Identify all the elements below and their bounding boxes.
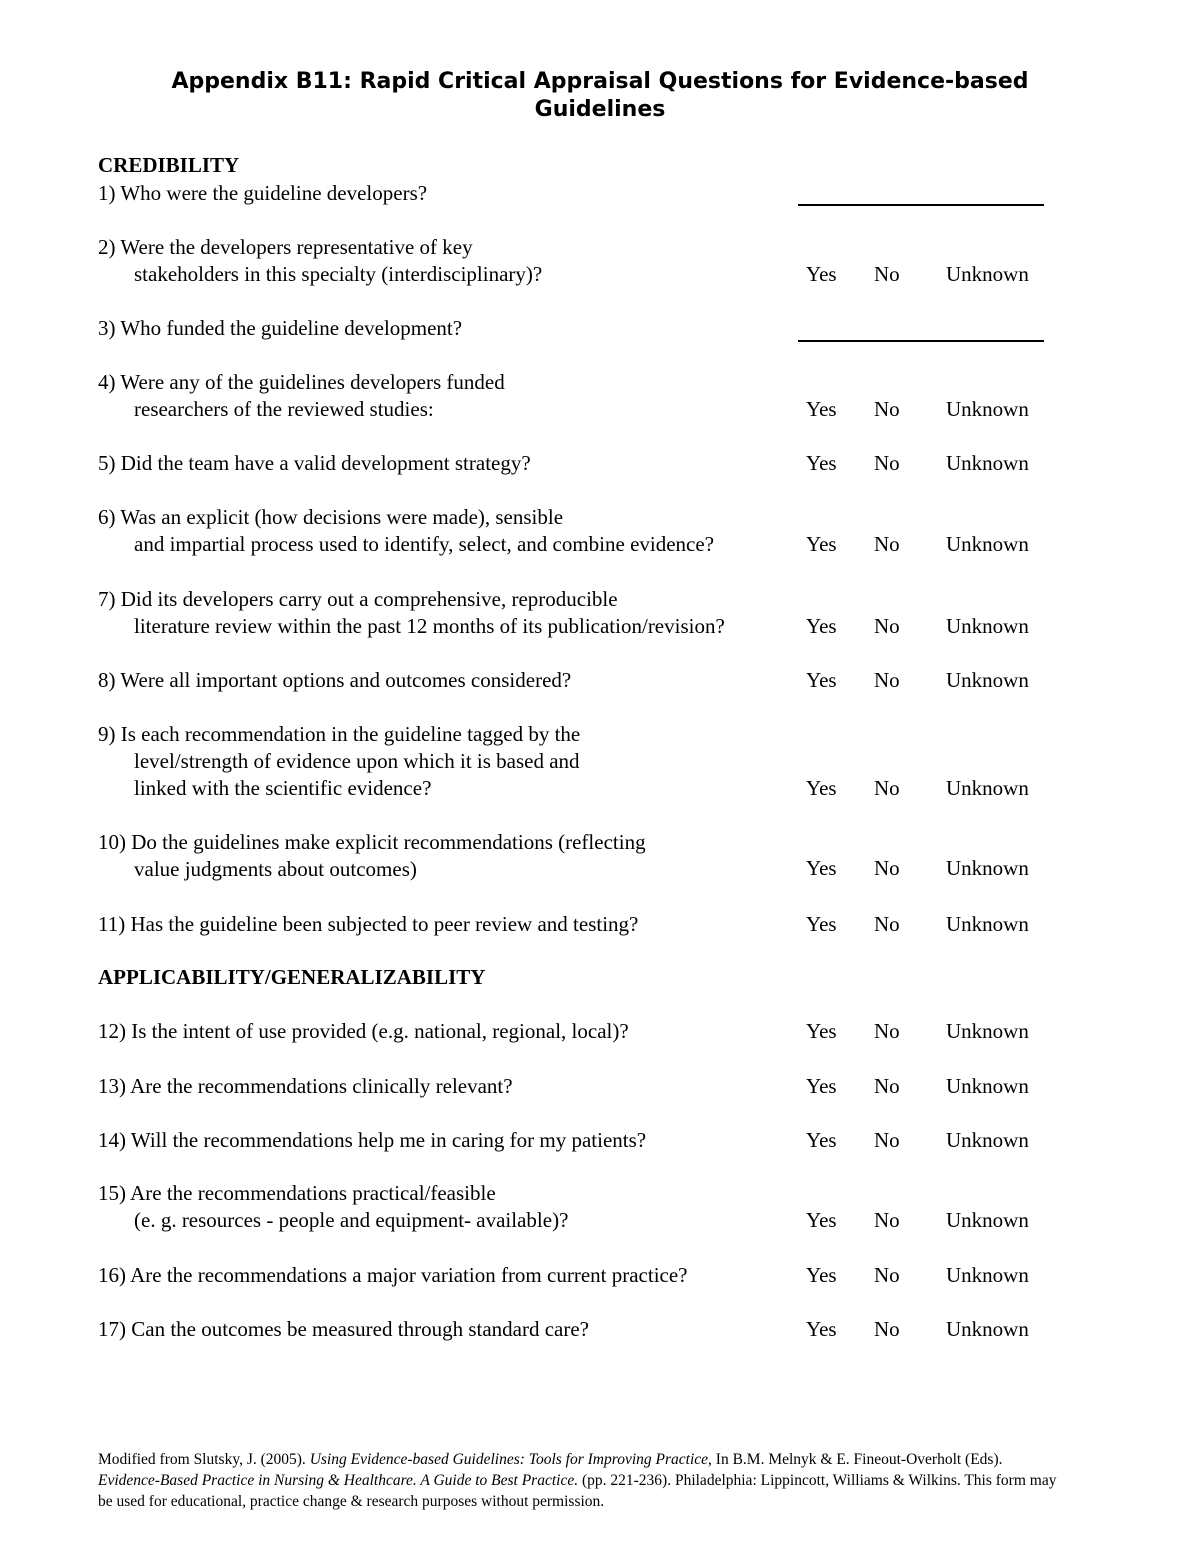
answer-yes[interactable]: Yes — [806, 532, 837, 556]
answer-unknown[interactable]: Unknown — [946, 776, 1029, 800]
answer-yes[interactable]: Yes — [806, 1019, 837, 1043]
question-3-line-1: 3) Who funded the guideline development? — [98, 316, 463, 340]
answer-options-5 — [0, 450, 1200, 477]
question-4-line-2: researchers of the reviewed studies: — [134, 397, 434, 421]
answer-blank-3[interactable] — [798, 340, 1044, 342]
answer-options-2 — [0, 261, 1200, 288]
answer-options-4 — [0, 396, 1200, 423]
answer-no[interactable]: No — [874, 397, 900, 421]
question-11-line-1: 11) Has the guideline been subjected to peer review and testing? — [98, 912, 639, 936]
answer-yes[interactable]: Yes — [806, 397, 837, 421]
answer-unknown[interactable]: Unknown — [946, 1128, 1029, 1152]
question-9-line-2: level/strength of evidence upon which it is based and — [134, 749, 580, 773]
question-13-line-1: 13) Are the recommendations clinically relevant? — [98, 1074, 513, 1098]
answer-options-10 — [0, 855, 1200, 882]
answer-options-9 — [0, 775, 1200, 802]
question-2-line-1: 2) Were the developers representative of key — [98, 235, 473, 259]
answer-no[interactable]: No — [874, 668, 900, 692]
answer-no[interactable]: No — [874, 614, 900, 638]
answer-yes[interactable]: Yes — [806, 1074, 837, 1098]
citation-book-title: Using Evidence-based Guidelines: Tools for Improving Practice — [309, 1451, 709, 1468]
answer-no[interactable]: No — [874, 1019, 900, 1043]
answer-unknown[interactable]: Unknown — [946, 532, 1029, 556]
answer-no[interactable]: No — [874, 1317, 900, 1341]
answer-unknown[interactable]: Unknown — [946, 1208, 1029, 1232]
answer-yes[interactable]: Yes — [806, 614, 837, 638]
section-credibility: CREDIBILITY — [98, 153, 240, 177]
answer-unknown[interactable]: Unknown — [946, 451, 1029, 475]
answer-yes[interactable]: Yes — [806, 1317, 837, 1341]
answer-unknown[interactable]: Unknown — [946, 856, 1029, 880]
answer-yes[interactable]: Yes — [806, 856, 837, 880]
question-7-line-1: 7) Did its developers carry out a comprehensive, reproducible — [98, 587, 618, 611]
answer-options-6 — [0, 531, 1200, 558]
question-2-line-2: stakeholders in this specialty (interdisciplinary)? — [134, 262, 543, 286]
answer-unknown[interactable]: Unknown — [946, 262, 1029, 286]
answer-unknown[interactable]: Unknown — [946, 614, 1029, 638]
answer-options-15 — [0, 1207, 1200, 1234]
question-3 — [98, 315, 462, 342]
question-16-line-1: 16) Are the recommendations a major variation from current practice? — [98, 1263, 688, 1287]
question-4-line-1: 4) Were any of the guidelines developers funded — [98, 370, 505, 394]
question-9-line-3: linked with the scientific evidence? — [134, 776, 432, 800]
answer-options-14 — [0, 1127, 1200, 1154]
answer-no[interactable]: No — [874, 856, 900, 880]
answer-unknown[interactable]: Unknown — [946, 912, 1029, 936]
question-6-line-2: and impartial process used to identify, select, and combine evidence? — [134, 532, 715, 556]
citation-volume-title: Evidence-Based Practice in Nursing & Healthcare. A Guide to Best Practice. — [98, 1472, 579, 1489]
question-15-line-2: (e. g. resources - people and equipment- available)? — [134, 1208, 569, 1232]
answer-yes[interactable]: Yes — [806, 912, 837, 936]
question-8-line-1: 8) Were all important options and outcomes considered? — [98, 668, 572, 692]
question-1-line-1: 1) Who were the guideline developers? — [98, 181, 428, 205]
answer-yes[interactable]: Yes — [806, 1128, 837, 1152]
answer-unknown[interactable]: Unknown — [946, 1074, 1029, 1098]
citation-text-3: (pp. 221-236). Philadelphia: Lippincott, Williams & Wilkins. This form may be used for educational, practice change & research purposes without permission. — [98, 1472, 1057, 1510]
answer-unknown[interactable]: Unknown — [946, 668, 1029, 692]
answer-options-8 — [0, 667, 1200, 694]
answer-options-11 — [0, 911, 1200, 938]
answer-no[interactable]: No — [874, 1128, 900, 1152]
answer-no[interactable]: No — [874, 776, 900, 800]
answer-no[interactable]: No — [874, 1208, 900, 1232]
question-10-line-1: 10) Do the guidelines make explicit recommendations (reflecting — [98, 830, 646, 854]
answer-options-13 — [0, 1073, 1200, 1100]
answer-no[interactable]: No — [874, 1263, 900, 1287]
question-17-line-1: 17) Can the outcomes be measured through standard care? — [98, 1317, 589, 1341]
question-7-line-2: literature review within the past 12 months of its publication/revision? — [134, 614, 725, 638]
question-9-line-1: 9) Is each recommendation in the guideline tagged by the — [98, 722, 581, 746]
answer-blank-1[interactable] — [798, 204, 1044, 206]
answer-options-16 — [0, 1262, 1200, 1289]
answer-unknown[interactable]: Unknown — [946, 1317, 1029, 1341]
answer-options-17 — [0, 1316, 1200, 1343]
question-6-line-1: 6) Was an explicit (how decisions were made), sensible — [98, 505, 564, 529]
answer-no[interactable]: No — [874, 532, 900, 556]
answer-unknown[interactable]: Unknown — [946, 397, 1029, 421]
section-applicability: APPLICABILITY/GENERALIZABILITY — [98, 965, 486, 989]
answer-yes[interactable]: Yes — [806, 1263, 837, 1287]
answer-no[interactable]: No — [874, 262, 900, 286]
document-title — [0, 68, 1200, 124]
title-line-1: Appendix B11: Rapid Critical Appraisal Questions for Evidence-based — [171, 69, 1029, 94]
answer-unknown[interactable]: Unknown — [946, 1019, 1029, 1043]
answer-no[interactable]: No — [874, 912, 900, 936]
question-10-line-2: value judgments about outcomes) — [134, 857, 417, 881]
citation-text-1: Modified from Slutsky, J. (2005). — [98, 1451, 310, 1468]
citation-text-2: , In B.M. Melnyk & E. Fineout-Overholt (Eds). — [708, 1451, 1003, 1468]
answer-unknown[interactable]: Unknown — [946, 1263, 1029, 1287]
answer-yes[interactable]: Yes — [806, 262, 837, 286]
question-1 — [98, 180, 427, 207]
answer-yes[interactable]: Yes — [806, 776, 837, 800]
answer-options-12 — [0, 1018, 1200, 1045]
answer-no[interactable]: No — [874, 1074, 900, 1098]
answer-yes[interactable]: Yes — [806, 668, 837, 692]
question-12-line-1: 12) Is the intent of use provided (e.g. national, regional, local)? — [98, 1019, 629, 1043]
answer-no[interactable]: No — [874, 451, 900, 475]
question-5-line-1: 5) Did the team have a valid development strategy? — [98, 451, 531, 475]
question-14-line-1: 14) Will the recommendations help me in caring for my patients? — [98, 1128, 647, 1152]
answer-yes[interactable]: Yes — [806, 451, 837, 475]
question-15-line-1: 15) Are the recommendations practical/feasible — [98, 1181, 496, 1205]
answer-options-7 — [0, 613, 1200, 640]
answer-yes[interactable]: Yes — [806, 1208, 837, 1232]
citation-footer — [98, 1449, 1058, 1512]
title-line-2: Guidelines — [534, 97, 666, 122]
